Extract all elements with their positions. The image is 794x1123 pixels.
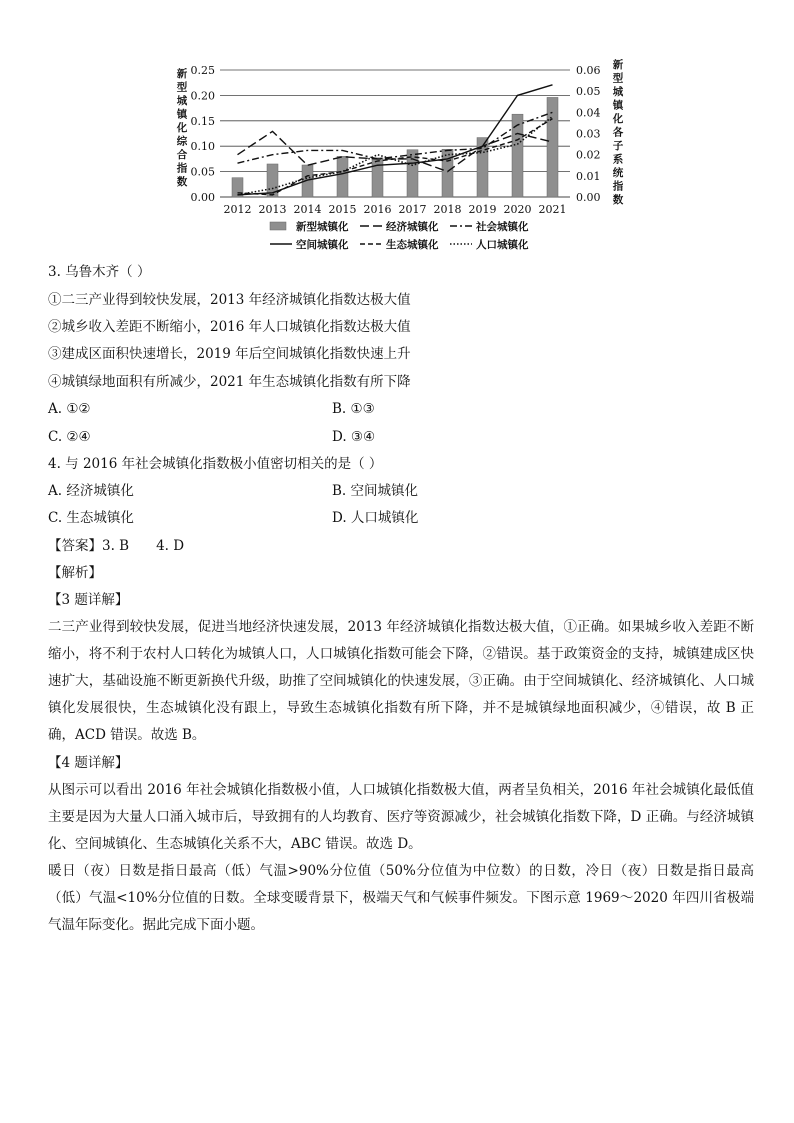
x-tick-label: 2014 [293,203,322,216]
axis-title-char: 城 [612,86,624,98]
left-tick-label: 0.15 [190,114,215,128]
x-tick-label: 2012 [223,203,252,216]
question-4-option-d[interactable]: D. 人口城镇化 [332,510,419,526]
legend-label: 空间城镇化 [296,239,349,251]
left-tick-label: 0.00 [190,191,215,204]
left-tick-label: 0.05 [190,165,215,179]
axis-title-char: 指 [176,162,188,175]
left-tick-label: 0.20 [190,89,215,103]
question-3-option-c[interactable]: C. ②④ [48,429,91,445]
bar [547,97,558,197]
legend-label: 社会城镇化 [476,221,529,233]
right-tick-label: 0.05 [576,85,601,99]
question-3-option-a[interactable]: A. ①② [48,401,91,417]
x-tick-label: 2020 [503,203,532,216]
axis-title-char: 新 [612,59,624,71]
question-3-statement-4: ④城镇绿地面积有所减少，2021 年生态城镇化指数有所下降 [48,374,411,390]
chart-lines [238,85,553,195]
x-tick-label: 2013 [258,203,287,216]
question-4-option-a[interactable]: A. 经济城镇化 [48,483,134,499]
left-axis-title [176,67,189,188]
right-tick-label: 0.04 [576,106,601,120]
left-tick-label: 0.25 [190,64,215,77]
legend-label: 新型城镇化 [296,221,349,233]
detail-4-text: 从图示可以看出 2016 年社会城镇化指数极小值，人口城镇化指数极大值，两者呈负相关，2016 年社会城镇化最低值主要是因为大量人口涌入城市后，导致拥有的人均教育、医疗等资源减少，社会城镇化指数下降，D 正确。与经济城镇化、空间城镇化、生态城镇化关系不大，ABC 错误。故选 D。 [48,782,754,852]
question-3-statement-3: ③建成区面积快速增长，2019 年后空间城镇化指数快速上升 [48,346,411,362]
axis-title-char: 子 [612,140,624,152]
axis-title-char: 数 [612,194,624,206]
question-4-option-c[interactable]: C. 生态城镇化 [48,510,134,526]
axis-title-char: 化 [176,122,188,134]
series-line [238,119,553,195]
bar [442,149,453,197]
detail-3-text: 二三产业得到较快发展，促进当地经济快速发展，2013 年经济城镇化指数达极大值，①正确。如果城乡收入差距不断缩小，将不利于农村人口转化为城镇人口，人口城镇化指数可能会下降，②错误。基于政策资金的支持，城镇建成区快速扩大，基础设施不断更新换代升级，助推了空间城镇化的快速发展，③正确。由于空间城镇化、经济城镇化、人口城镇化发展很快，生态城镇化没有跟上，导致生态城镇化指数有所下降，并不是城镇绿地面积减少，④错误，故 B 正确，ACD 错误。故选 B。 [48,619,754,743]
question-4-stem: 4. 与 2016 年社会城镇化指数极小值密切相关的是（ ） [48,456,383,472]
intro-text: 暖日（夜）日数是指日最高（低）气温>90%分位值（50%分位值为中位数）的日数，冷日（夜）日数是指日最高（低）气温<10%分位值的日数。全球变暖背景下，极端天气和气候事件频发。下图示意 1969～2020 年四川省极端气温年际变化。据此完成下面小题。 [48,863,754,933]
series-line [238,131,553,171]
question-4-option-b[interactable]: B. 空间城镇化 [332,483,419,499]
axis-title-char: 各 [612,126,624,139]
x-tick-label: 2021 [538,203,567,216]
x-tick-label: 2015 [328,203,357,216]
axis-title-char: 指 [612,180,624,193]
axis-title-char: 镇 [176,108,188,121]
x-tick-label: 2016 [363,203,392,216]
axis-title-char: 系 [612,153,624,166]
axis-title-char: 化 [612,113,624,125]
axis-title-char: 镇 [612,99,624,112]
bar [512,114,523,197]
detail-4-heading: 【4 题详解】 [48,755,129,771]
axis-title-char: 合 [176,149,188,161]
right-tick-label: 0.03 [576,127,601,141]
urbanization-index-chart [160,52,630,257]
right-tick-label: 0.02 [576,148,601,162]
axis-title-char: 型 [176,81,188,94]
legend-label: 经济城镇化 [386,221,439,233]
axis-title-char: 型 [612,72,624,85]
bar [337,156,348,197]
question-3-stem: 3. 乌鲁木齐（ ） [48,264,151,280]
right-tick-label: 0.01 [576,169,601,183]
series-line [238,117,553,195]
detail-3-heading: 【3 题详解】 [48,592,129,608]
question-3-statement-2: ②城乡收入差距不断缩小，2016 年人口城镇化指数达极大值 [48,319,411,335]
answer-line: 【答案】3. B 4. D [48,538,185,554]
right-tick-label: 0.00 [576,191,601,204]
chart-bars [232,97,558,197]
analysis-heading: 【解析】 [48,565,102,581]
left-tick-label: 0.10 [190,140,215,154]
axis-title-char: 新 [176,68,188,80]
x-tick-label: 2017 [398,203,427,216]
chart-legend [270,220,529,251]
legend-swatch [270,222,286,230]
legend-label: 生态城镇化 [386,239,439,251]
x-tick-label: 2019 [468,203,497,216]
axis-title-char: 城 [176,95,188,107]
question-3-statement-1: ①二三产业得到较快发展，2013 年经济城镇化指数达极大值 [48,292,411,308]
legend-label: 人口城镇化 [476,239,529,251]
question-3-option-b[interactable]: B. ①③ [332,401,375,417]
question-3-option-d[interactable]: D. ③④ [332,429,376,445]
bar [372,158,383,197]
x-tick-label: 2018 [433,203,462,216]
series-line [238,85,553,195]
right-tick-label: 0.06 [576,64,601,77]
axis-title-char: 综 [176,135,188,148]
axis-title-char: 数 [176,176,188,188]
axis-title-char: 统 [612,167,624,179]
right-axis-title [612,58,625,206]
